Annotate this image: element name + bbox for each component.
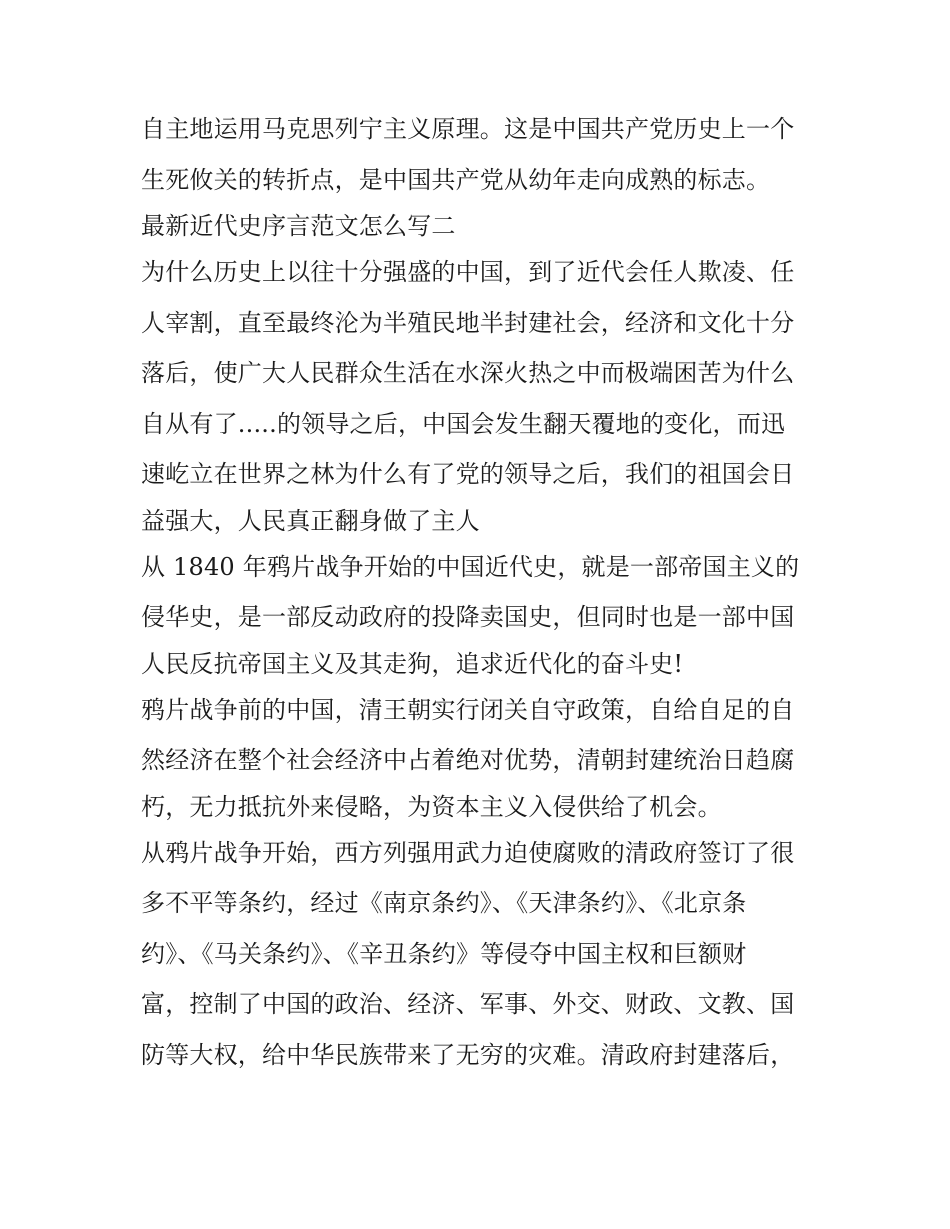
text-line: 富，控制了中国的政治、经济、军事、外交、财政、文教、国 bbox=[141, 990, 795, 1018]
text-line: 为什么历史上以往十分强盛的中国，到了近代会任人欺凌、任 bbox=[141, 258, 795, 286]
text-line: 人民反抗帝国主义及其走狗，追求近代化的奋斗史! bbox=[141, 649, 684, 678]
text-line: 从鸦片战争开始，西方列强用武力迫使腐败的清政府签订了很 bbox=[141, 838, 795, 867]
text-line: 防等大权，给中华民族带来了无穷的灾难。清政府封建落后， bbox=[141, 1040, 795, 1069]
text-line: 侵华史，是一部反动政府的投降卖国史，但同时也是一部中国 bbox=[141, 603, 795, 631]
document-body bbox=[141, 104, 821, 1080]
text-line: 自从有了.....的领导之后，中国会发生翻天覆地的变化，而迅 bbox=[141, 409, 786, 438]
text-line: 朽，无力抵抗外来侵略，为资本主义入侵供给了机会。 bbox=[141, 792, 722, 821]
text-line: 落后，使广大人民群众生活在水深火热之中而极端困苦为什么 bbox=[141, 359, 795, 387]
text-line: 益强大，人民真正翻身做了主人 bbox=[141, 506, 480, 535]
text-line: 鸦片战争前的中国，清王朝实行闭关自守政策，自给自足的自 bbox=[141, 695, 795, 724]
text-line: 然经济在整个社会经济中占着绝对优势，清朝封建统治日趋腐 bbox=[141, 746, 795, 774]
text-line: 多不平等条约，经过《南京条约》、《天津条约》、《北京条 bbox=[141, 889, 747, 917]
text-line: 约》、《马关条约》、《辛丑条约》等侵夺中国主权和巨额财 bbox=[141, 939, 747, 968]
text-line: 自主地运用马克思列宁主义原理。这是中国共产党历史上一个 bbox=[141, 115, 795, 143]
text-line: 生死攸关的转折点，是中国共产党从幼年走向成熟的标志。 bbox=[141, 165, 771, 194]
text-line: 速屹立在世界之林为什么有了党的领导之后，我们的祖国会日 bbox=[141, 460, 795, 488]
text-line: 从 1840 年鸦片战争开始的中国近代史，就是一部帝国主义的 bbox=[141, 552, 800, 581]
section-heading: 最新近代史序言范文怎么写二 bbox=[141, 212, 456, 240]
text-line: 人宰割，直至最终沦为半殖民地半封建社会，经济和文化十分 bbox=[141, 308, 795, 337]
